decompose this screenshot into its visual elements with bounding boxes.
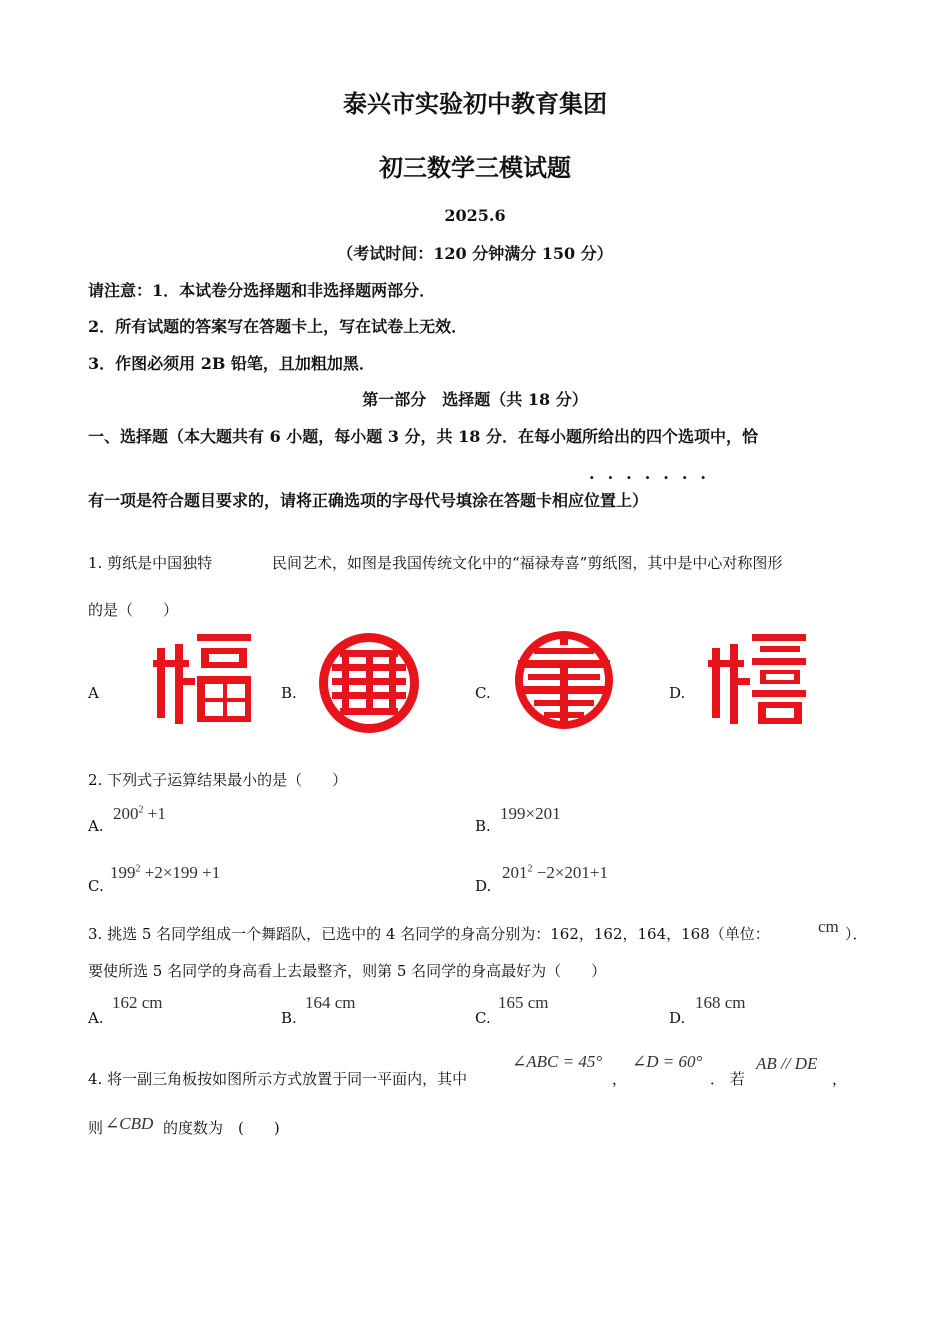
part1-instruction-line2: 有一项是符合题目要求的，请将正确选项的字母代号填涂在答题卡相应位置上）: [88, 491, 649, 510]
q4-ruo: ． 若: [710, 1070, 745, 1088]
exam-date: 2025.6: [444, 206, 506, 225]
q2-c-sup: 2: [135, 863, 141, 875]
part1-instruction-line1: 一、选择题（本大题共有 6 小题，每小题 3 分，共 18 分．在每小题所给出的四个选项中，恰: [88, 427, 758, 446]
part1-heading: 第一部分 选择题（共 18 分）: [362, 390, 588, 409]
q3-option-d-value[interactable]: 168 cm: [695, 993, 746, 1012]
school-name: 泰兴市实验初中教育集团: [343, 89, 607, 118]
q2-c-rest: +2×199 +1: [140, 863, 221, 882]
note-line-1: 请注意：1．本试卷分选择题和非选择题两部分．: [88, 281, 436, 300]
xi-papercut-image[interactable]: [708, 630, 810, 730]
exam-title: 初三数学三模试题: [379, 153, 571, 182]
q1-stem-part-a: 1. 剪纸是中国独特: [88, 554, 213, 572]
q2-option-b-label: B.: [475, 817, 491, 835]
q2-d-sup: 2: [527, 863, 533, 875]
q3-option-a-label: A.: [88, 1009, 104, 1027]
q2-a-base: 200: [113, 804, 139, 823]
q2-option-c-label: C.: [88, 877, 104, 895]
q3-option-b-value[interactable]: 164 cm: [305, 993, 356, 1012]
shou-papercut-image[interactable]: [514, 630, 614, 730]
q3-stem-line1: 3. 挑选 5 名同学组成一个舞蹈队，已选中的 4 名同学的身高分别为：162，162，164，168（单位：: [88, 925, 770, 943]
q1-stem-part-b: 民间艺术，如图是我国传统文化中的“福禄寿喜”剪纸图，其中是中心对称图形: [272, 554, 783, 572]
q3-option-c-label: C.: [475, 1009, 491, 1027]
q3-option-d-label: D.: [669, 1009, 686, 1027]
q2-c-base: 199: [110, 863, 136, 882]
q2-d-rest: −2×201+1: [532, 863, 609, 882]
lu-papercut-image[interactable]: [318, 632, 420, 734]
q4-angle-abc: ∠ABC = 45°: [512, 1052, 603, 1071]
q3-option-a-value[interactable]: 162 cm: [112, 993, 163, 1012]
q1-option-a-label: A: [88, 684, 99, 702]
q2-option-c-expr[interactable]: [110, 863, 220, 883]
shou-glyph: 寿: [514, 630, 515, 631]
q4-angle-cbd: ∠CBD: [105, 1114, 154, 1133]
q3-stem-end: ）．: [845, 925, 868, 943]
note-line-2: 2．所有试题的答案写在答题卡上，写在试卷上无效．: [88, 317, 468, 336]
exam-time-info: （考试时间：120 分钟满分 150 分）: [337, 244, 613, 263]
q3-option-c-value[interactable]: 165 cm: [498, 993, 549, 1012]
q4-stem-part-a: 4. 将一副三角板按如图所示方式放置于同一平面内，其中: [88, 1070, 468, 1088]
q1-option-b-label: B.: [281, 684, 297, 702]
fu-glyph: 福: [153, 630, 154, 631]
q2-option-a-label: A.: [88, 817, 104, 835]
xi-glyph: 喜: [708, 630, 709, 631]
q4-stem-part-b-pre: 则: [88, 1119, 104, 1137]
q2-stem: 2. 下列式子运算结果最小的是（ ）: [88, 771, 348, 789]
q1-stem-part-c: 的是（ ）: [88, 601, 179, 619]
q4-stem-part-b-post: 的度数为 ( ): [163, 1119, 280, 1137]
q3-unit: cm: [818, 917, 839, 936]
fu-papercut-image[interactable]: [153, 630, 255, 730]
lu-glyph: 禄: [318, 632, 319, 633]
q2-a-sup: 2: [138, 804, 144, 816]
q1-option-c-label: C.: [475, 684, 491, 702]
q1-option-d-label: D.: [669, 684, 686, 702]
emphasis-dots: ·······: [589, 468, 719, 487]
note-line-3: 3．作图必须用 2B 铅笔，且加粗加黑．: [88, 354, 375, 373]
q2-option-d-expr[interactable]: [502, 863, 608, 883]
q2-option-b-expr[interactable]: 199×201: [500, 804, 561, 823]
q2-d-base: 201: [502, 863, 528, 882]
q4-parallel: AB // DE: [756, 1054, 818, 1073]
q2-option-d-label: D.: [475, 877, 492, 895]
q4-comma2: ，: [832, 1070, 848, 1088]
q4-comma: ，: [612, 1070, 628, 1088]
q3-stem-line2: 要使所选 5 名同学的身高看上去最整齐，则第 5 名同学的身高最好为（ ）: [88, 962, 607, 980]
q4-angle-d: ∠D = 60°: [632, 1052, 703, 1071]
q3-option-b-label: B.: [281, 1009, 297, 1027]
q2-a-rest: +1: [143, 804, 166, 823]
q2-option-a-expr[interactable]: [113, 804, 166, 824]
